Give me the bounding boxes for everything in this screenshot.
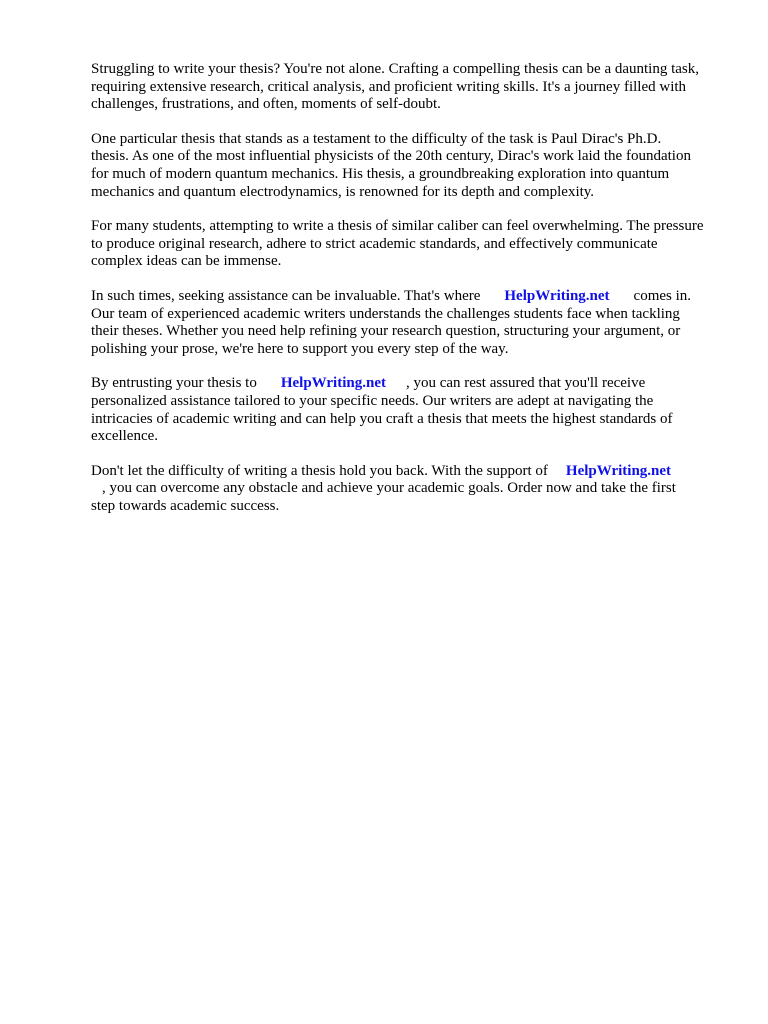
- text-line: requiring extensive research, critical analysis, and proficient writing skills. It's a journey filled with: [91, 78, 687, 95]
- text-line: mechanics and quantum electrodynamics, is renowned for its depth and complexity.: [91, 183, 595, 200]
- text-segment: , you can overcome any obstacle and achieve your academic goals. Order now and take the first: [102, 480, 676, 497]
- text-line: [91, 375, 731, 393]
- text-line: polishing your prose, we're here to support you every step of the way.: [91, 340, 509, 357]
- text-line: Struggling to write your thesis? You're not alone. Crafting a compelling thesis can be a daunting task,: [91, 61, 700, 77]
- text-line: [91, 463, 731, 481]
- text-line: Our team of experienced academic writers understands the challenges students face when tackling: [91, 305, 680, 322]
- text-line: [91, 480, 731, 498]
- text-line: One particular thesis that stands as a testament to the difficulty of the task is Paul Dirac's Ph.D.: [91, 130, 662, 147]
- text-segment: By entrusting your thesis to: [91, 375, 257, 392]
- text-segment: In such times, seeking assistance can be invaluable. That's where: [91, 287, 481, 304]
- text-line: excellence.: [91, 428, 159, 445]
- text-segment: comes in.: [633, 287, 692, 304]
- document-body: [91, 61, 731, 532]
- text-line: to produce original research, adhere to strict academic standards, and effectively communicate: [91, 235, 658, 252]
- text-line: personalized assistance tailored to your specific needs. Our writers are adept at navigating the: [91, 392, 654, 409]
- helpwriting-link[interactable]: HelpWriting.net: [565, 462, 672, 479]
- paragraph-assistance: [91, 288, 731, 358]
- paragraph-dirac: [91, 131, 731, 201]
- text-line: thesis. As one of the most influential physicists of the 20th century, Dirac's work laid the foundation: [91, 148, 691, 165]
- paragraph-pressure: [91, 218, 731, 271]
- text-line: step towards academic success.: [91, 497, 280, 514]
- text-segment: Don't let the difficulty of writing a thesis hold you back. With the support of: [91, 462, 548, 479]
- helpwriting-link[interactable]: HelpWriting.net: [504, 287, 610, 304]
- paragraph-closing: [91, 463, 731, 516]
- text-line: [91, 288, 731, 306]
- text-line: for much of modern quantum mechanics. His thesis, a groundbreaking exploration into quantum: [91, 165, 670, 182]
- helpwriting-link[interactable]: HelpWriting.net: [280, 375, 386, 392]
- text-line: For many students, attempting to write a thesis of similar caliber can feel overwhelming. The pressure: [91, 218, 704, 235]
- text-line: intricacies of academic writing and can help you craft a thesis that meets the highest standards of: [91, 410, 673, 427]
- text-line: complex ideas can be immense.: [91, 253, 282, 270]
- text-line: their theses. Whether you need help refining your research question, structuring your argument, or: [91, 323, 681, 340]
- paragraph-intro: [91, 61, 731, 114]
- text-line: challenges, frustrations, and often, moments of self-doubt.: [91, 96, 441, 113]
- paragraph-entrusting: [91, 375, 731, 445]
- text-segment: , you can rest assured that you'll receive: [405, 375, 646, 392]
